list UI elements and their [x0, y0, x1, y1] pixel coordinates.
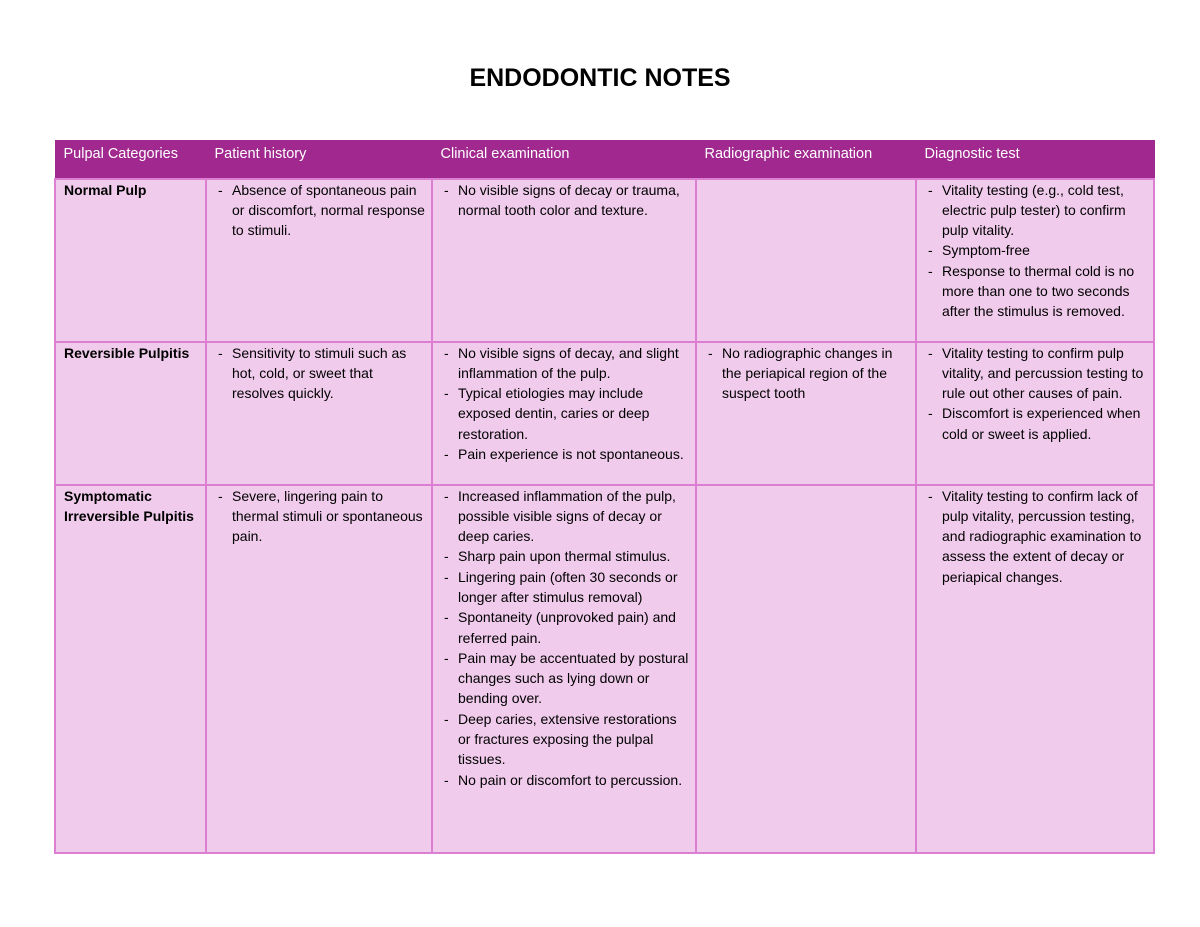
list-item: - Increased inflammation of the pulp, possible visible signs of decay or deep caries. — [441, 486, 689, 547]
page-title: ENDODONTIC NOTES — [469, 64, 731, 92]
list-item: - No visible signs of decay, and slight inflammation of the pulp. — [441, 343, 689, 384]
radiographic-examination-cell — [696, 342, 916, 485]
list-item: - Vitality testing to confirm pulp vitality, and percussion testing to rule out other causes of pain. — [925, 343, 1147, 404]
header-clinical-examination: Clinical examination — [432, 141, 696, 179]
diagnostic-test-cell — [916, 485, 1154, 853]
clinical-examination-cell — [432, 485, 696, 853]
radiographic-examination-cell — [696, 485, 916, 853]
header-patient-history: Patient history — [206, 141, 432, 179]
category-cell: Symptomatic Irreversible Pulpitis — [55, 485, 206, 853]
list-item: - Discomfort is experienced when cold or sweet is applied. — [925, 403, 1147, 444]
list-item: - Response to thermal cold is no more than one to two seconds after the stimulus is removed. — [925, 261, 1147, 322]
header-radiographic-examination: Radiographic examination — [696, 141, 916, 179]
list-item: - No radiographic changes in the periapical region of the suspect tooth — [705, 343, 909, 404]
list-item: - No visible signs of decay or trauma, normal tooth color and texture. — [441, 180, 689, 221]
list-item: - Typical etiologies may include exposed dentin, caries or deep restoration. — [441, 383, 689, 444]
radiographic-examination-cell — [696, 179, 916, 342]
header-diagnostic-test: Diagnostic test — [916, 141, 1154, 179]
endodontic-notes-table — [54, 140, 1155, 854]
list-item: - Vitality testing to confirm lack of pulp vitality, percussion testing, and radiographic examination to assess the extent of decay or periapical changes. — [925, 486, 1147, 587]
patient-history-cell — [206, 179, 432, 342]
patient-history-cell — [206, 485, 432, 853]
list-item: - Severe, lingering pain to thermal stimuli or spontaneous pain. — [215, 486, 425, 547]
category-cell: Reversible Pulpitis — [55, 342, 206, 485]
diagnostic-test-cell — [916, 342, 1154, 485]
list-item: - Sensitivity to stimuli such as hot, cold, or sweet that resolves quickly. — [215, 343, 425, 404]
clinical-examination-cell — [432, 342, 696, 485]
list-item: - Absence of spontaneous pain or discomfort, normal response to stimuli. — [215, 180, 425, 241]
list-item: - Vitality testing (e.g., cold test, electric pulp tester) to confirm pulp vitality. — [925, 180, 1147, 241]
table-row — [55, 179, 1154, 342]
table-row — [55, 342, 1154, 485]
diagnostic-test-cell — [916, 179, 1154, 342]
list-item: - Pain may be accentuated by postural changes such as lying down or bending over. — [441, 648, 689, 709]
list-item: - Spontaneity (unprovoked pain) and referred pain. — [441, 607, 689, 648]
list-item: - Symptom-free — [925, 240, 1147, 260]
list-item: - Lingering pain (often 30 seconds or longer after stimulus removal) — [441, 567, 689, 608]
table-header-row — [55, 141, 1154, 179]
list-item: - Deep caries, extensive restorations or fractures exposing the pulpal tissues. — [441, 709, 689, 770]
list-item: - Pain experience is not spontaneous. — [441, 444, 689, 464]
list-item: - No pain or discomfort to percussion. — [441, 770, 689, 790]
clinical-examination-cell — [432, 179, 696, 342]
header-pulpal-categories: Pulpal Categories — [55, 141, 206, 179]
category-cell: Normal Pulp — [55, 179, 206, 342]
table-row — [55, 485, 1154, 853]
patient-history-cell — [206, 342, 432, 485]
list-item: - Sharp pain upon thermal stimulus. — [441, 546, 689, 566]
